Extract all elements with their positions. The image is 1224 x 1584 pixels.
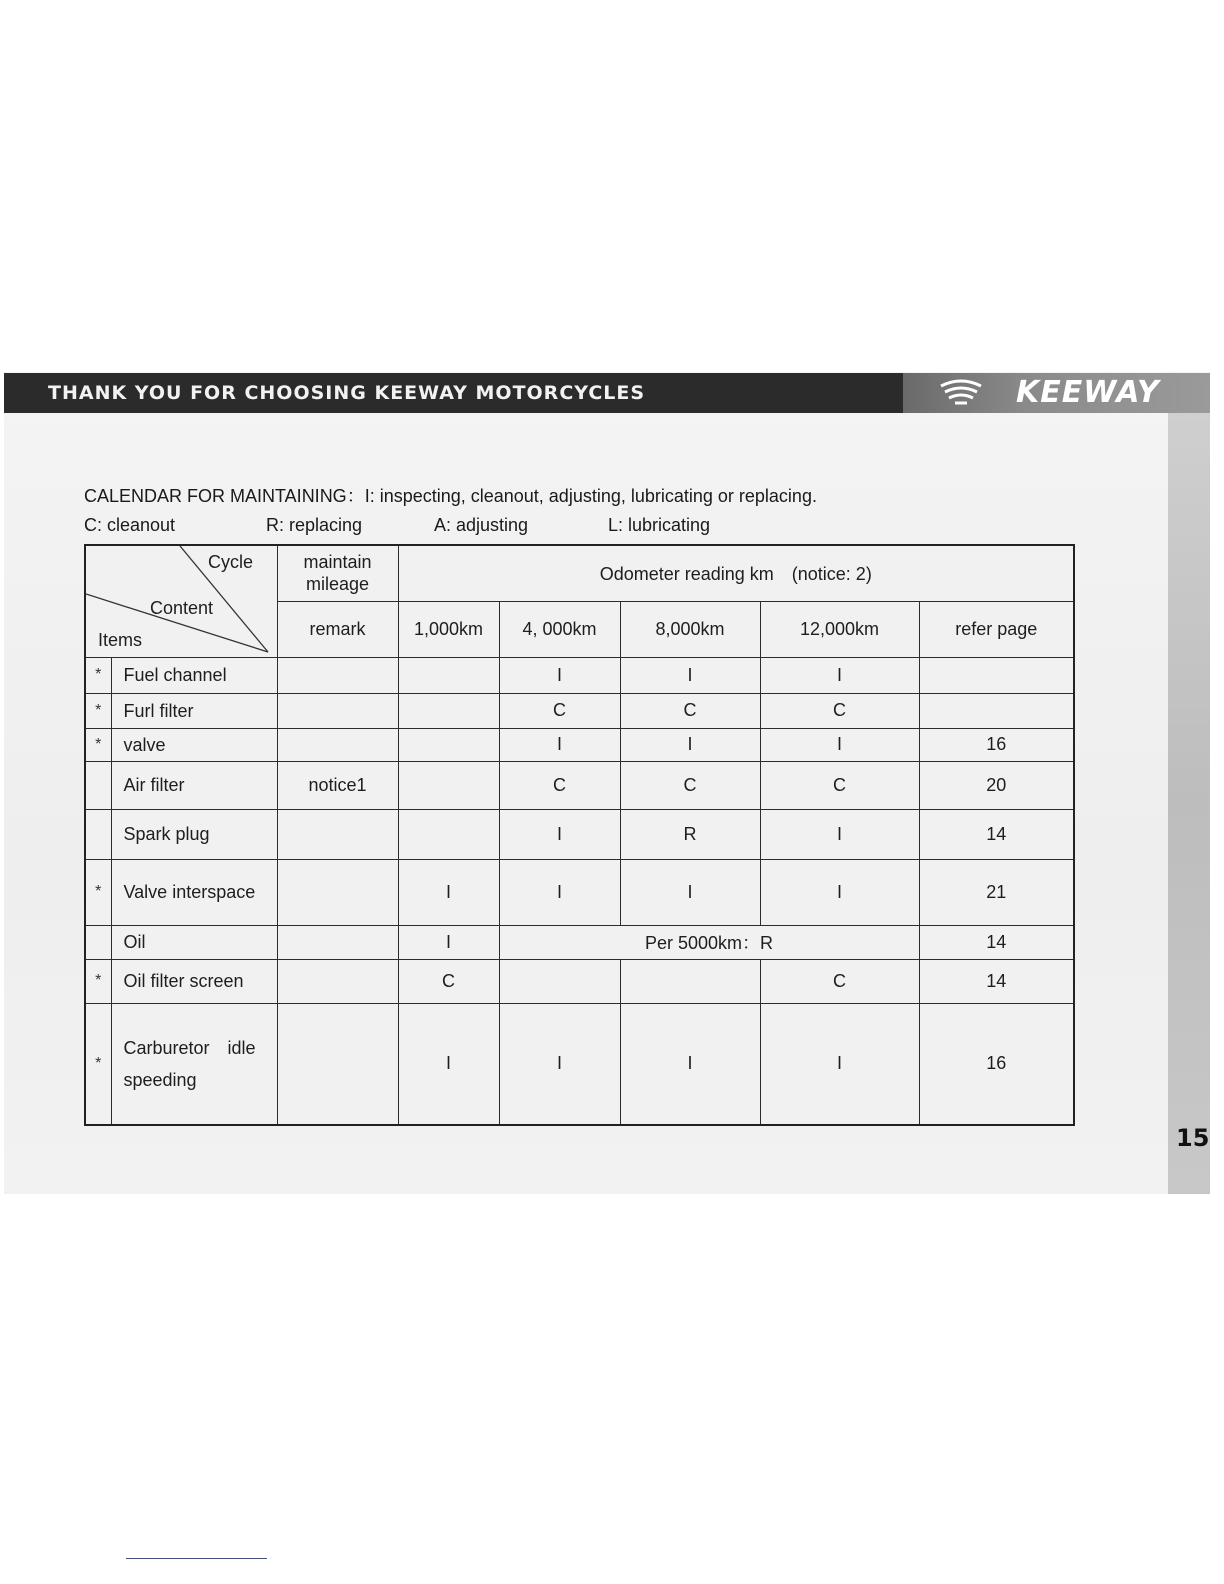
table-row [85, 925, 1074, 959]
cell-4000km: C [499, 761, 620, 809]
item-name-cell: Carburetor idle speeding [111, 1003, 277, 1125]
remark-cell [277, 657, 398, 693]
cell-8000km: R [620, 809, 760, 859]
cell-12000km: I [760, 1003, 919, 1125]
legend-l-definition: L: lubricating [608, 515, 711, 535]
item-name-cell: Valve interspace [111, 859, 277, 925]
item-name-cell: Furl filter [111, 693, 277, 728]
item-name-cell: Spark plug [111, 809, 277, 859]
refer-page-cell: 16 [919, 1003, 1074, 1125]
col-header-12000: 12,000km [760, 601, 919, 657]
brand-logo: KEEWAY [1016, 375, 1160, 410]
refer-page-cell: 21 [919, 859, 1074, 925]
refer-page-cell [919, 657, 1074, 693]
cell-8000km: C [620, 693, 760, 728]
odometer-header: Odometer reading km (notice: 2) [398, 545, 1074, 601]
cell-1000km [398, 761, 499, 809]
cell-8000km: I [620, 657, 760, 693]
priority-star-cell: * [85, 859, 111, 925]
cell-1000km [398, 809, 499, 859]
refer-page-cell: 14 [919, 925, 1074, 959]
cell-1000km [398, 657, 499, 693]
cell-4000km [499, 959, 620, 1003]
cell-1000km: I [398, 925, 499, 959]
legend-i-definition: I: inspecting, cleanout, adjusting, lubricating or replacing. [364, 486, 817, 506]
remark-cell: notice1 [277, 761, 398, 809]
corner-header-cell [85, 545, 277, 657]
item-name-cell: valve [111, 728, 277, 761]
legend-c-definition: C: cleanout [84, 515, 176, 535]
priority-star-cell: * [85, 1003, 111, 1125]
cell-4000km: I [499, 809, 620, 859]
refer-page-cell: 14 [919, 959, 1074, 1003]
cell-4000km: I [499, 859, 620, 925]
table-row [85, 728, 1074, 761]
maintenance-table [84, 544, 1075, 1126]
priority-star-cell [85, 925, 111, 959]
legend-heading: CALENDAR FOR MAINTAINING： [84, 486, 365, 506]
corner-content-label: Content [150, 598, 214, 619]
cell-12000km: C [760, 959, 919, 1003]
keeway-emblem-icon [935, 378, 987, 408]
cell-12000km: I [760, 859, 919, 925]
corner-cycle-label: Cycle [208, 552, 254, 573]
cell-4000km: I [499, 657, 620, 693]
remark-header: remark [277, 601, 398, 657]
priority-star-cell [85, 761, 111, 809]
col-header-refer-page: refer page [919, 601, 1074, 657]
cell-4000km: C [499, 693, 620, 728]
remark-cell [277, 959, 398, 1003]
remark-cell [277, 1003, 398, 1125]
page-edge-strip [1168, 413, 1210, 1194]
priority-star-cell: * [85, 693, 111, 728]
priority-star-cell [85, 809, 111, 859]
priority-star-cell: * [85, 728, 111, 761]
item-name-cell: Oil [111, 925, 277, 959]
cell-12000km: I [760, 657, 919, 693]
cell-12000km: C [760, 761, 919, 809]
legend-a-definition: A: adjusting [434, 515, 529, 535]
cell-8000km: I [620, 1003, 760, 1125]
legend-r-definition: R: replacing [266, 515, 363, 535]
cell-12000km: C [760, 693, 919, 728]
cell-1000km: C [398, 959, 499, 1003]
header-row-top [85, 545, 1074, 601]
page-number: 15 [1176, 1124, 1210, 1152]
table-row [85, 809, 1074, 859]
table-row [85, 959, 1074, 1003]
table-row [85, 1003, 1074, 1125]
table-row [85, 761, 1074, 809]
priority-star-cell: * [85, 657, 111, 693]
cell-4000km: I [499, 1003, 620, 1125]
maintain-mileage-header: maintain mileage [277, 545, 398, 601]
cell-1000km: I [398, 1003, 499, 1125]
priority-star-cell: * [85, 959, 111, 1003]
table-row [85, 859, 1074, 925]
cell-1000km: I [398, 859, 499, 925]
cell-span-interval: Per 5000km：R [499, 925, 919, 959]
refer-page-cell [919, 693, 1074, 728]
refer-page-cell: 20 [919, 761, 1074, 809]
refer-page-cell: 14 [919, 809, 1074, 859]
cell-12000km: I [760, 728, 919, 761]
cell-8000km: C [620, 761, 760, 809]
cell-8000km: I [620, 859, 760, 925]
remark-cell [277, 809, 398, 859]
refer-page-cell: 16 [919, 728, 1074, 761]
table-row [85, 657, 1074, 693]
item-name-cell: Oil filter screen [111, 959, 277, 1003]
legend-line-1 [84, 482, 817, 508]
cell-12000km: I [760, 809, 919, 859]
bottom-rule [126, 1558, 267, 1559]
header-title: THANK YOU FOR CHOOSING KEEWAY MOTORCYCLES [48, 382, 646, 404]
item-name-cell: Fuel channel [111, 657, 277, 693]
cell-1000km [398, 728, 499, 761]
remark-cell [277, 693, 398, 728]
col-header-1000: 1,000km [398, 601, 499, 657]
item-name-cell: Air filter [111, 761, 277, 809]
remark-cell [277, 925, 398, 959]
table-row [85, 693, 1074, 728]
cell-4000km: I [499, 728, 620, 761]
cell-8000km: I [620, 728, 760, 761]
remark-cell [277, 859, 398, 925]
cell-1000km [398, 693, 499, 728]
remark-cell [277, 728, 398, 761]
col-header-4000: 4, 000km [499, 601, 620, 657]
col-header-8000: 8,000km [620, 601, 760, 657]
corner-items-label: Items [98, 630, 143, 651]
cell-8000km [620, 959, 760, 1003]
